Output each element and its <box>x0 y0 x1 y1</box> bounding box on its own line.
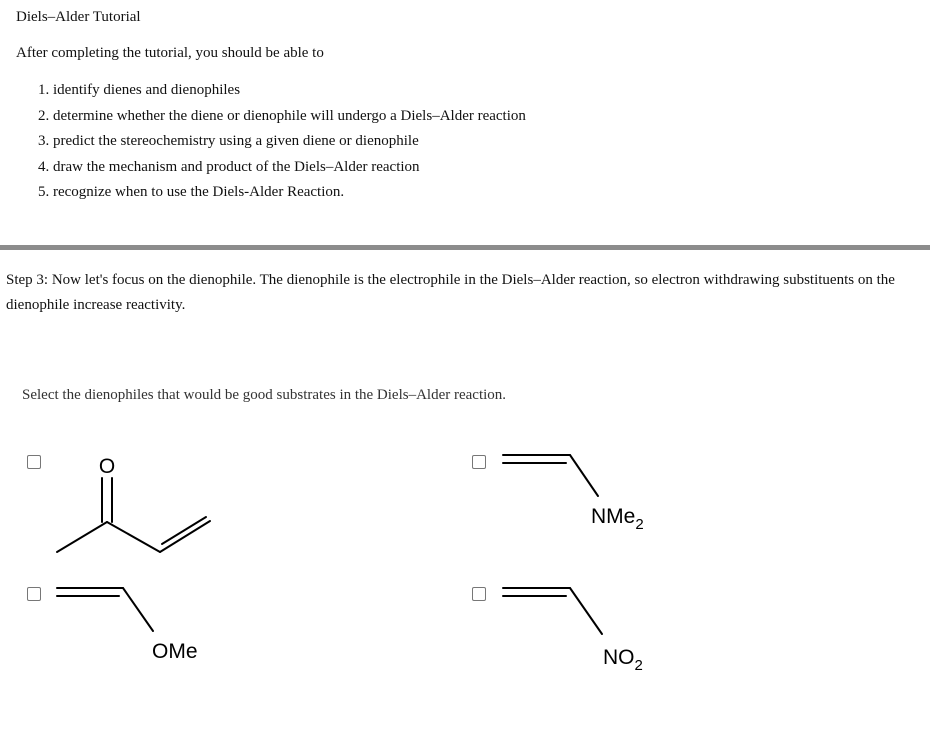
bond-single <box>107 522 160 552</box>
structure-methyl-vinyl-ketone <box>57 478 210 552</box>
objective-item: 5. recognize when to use the Diels-Alder Reaction. <box>38 184 345 201</box>
page-title: Diels–Alder Tutorial <box>16 9 141 25</box>
option-checkbox-enamine[interactable] <box>472 455 486 469</box>
step-description: Step 3: Now let's focus on the dienophile. The dienophile is the electrophile in the Diels–Alder reaction, so electron withdrawing substituents on the dienophile increase reactivity. <box>6 272 895 313</box>
objectives-list <box>38 78 526 206</box>
oxygen-label: O <box>98 455 116 478</box>
bond-single <box>570 588 602 634</box>
substituent-nme2: NMe$_2$ <box>591 505 644 533</box>
option-checkbox-nitroalkene[interactable] <box>472 587 486 601</box>
bond-single <box>57 522 107 552</box>
objective-item: 4. draw the mechanism and product of the Diels–Alder reaction <box>38 158 420 175</box>
bond-single <box>570 455 598 496</box>
objective-item: 1. identify dienes and dienophiles <box>38 82 241 98</box>
structure-enamine <box>503 455 598 496</box>
bond-single <box>123 588 153 631</box>
structure-enol-ether <box>57 588 153 631</box>
bond-double-outer <box>160 521 210 552</box>
intro-text: After completing the tutorial, you should be able to <box>16 45 324 61</box>
structure-nitroalkene <box>503 588 602 634</box>
bond-double-inner <box>162 517 206 544</box>
substituent-ome: OMe <box>152 640 198 663</box>
section-divider <box>0 245 930 250</box>
substituent-no2: $NO_2$ <box>603 646 643 674</box>
question-prompt: Select the dienophiles that would be good substrates in the Diels–Alder reaction. <box>22 387 507 403</box>
objective-item: 3. predict the stereochemistry using a given diene or dienophile <box>38 133 419 150</box>
option-checkbox-enol-ether[interactable] <box>27 587 41 601</box>
objective-item: 2. determine whether the diene or dienophile will undergo a Diels–Alder reaction <box>38 107 526 124</box>
option-checkbox-methyl-vinyl-ketone[interactable] <box>27 455 41 469</box>
